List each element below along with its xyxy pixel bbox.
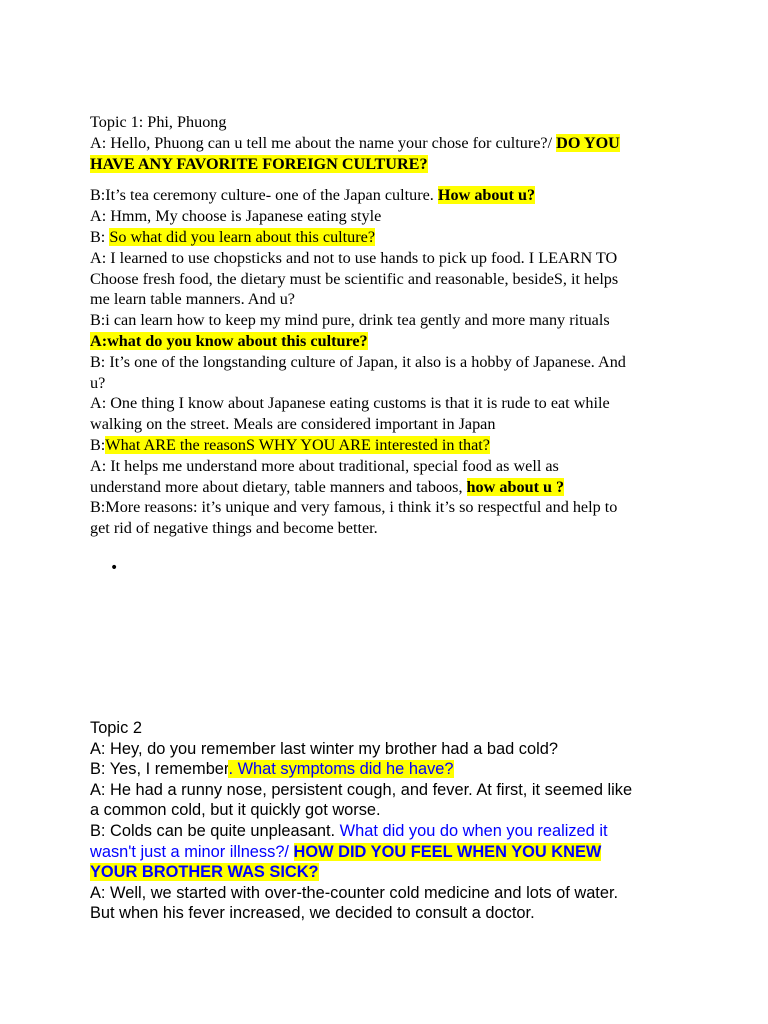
highlighted-question: DO YOU <box>556 133 620 152</box>
topic-1-line: A: I learned to use chopsticks and not to use hands to pick up food. I LEARN TO <box>90 248 618 267</box>
topic-2-line: A: He had a runny nose, persistent cough, and fever. At first, it seemed like <box>90 780 633 799</box>
dialogue-text: A: Hello, Phuong can u tell me about the name your chose for culture?/ <box>90 133 557 152</box>
topic-1-line: A: It helps me understand more about traditional, special food as well as <box>90 456 559 475</box>
topic-2-line <box>90 842 632 863</box>
topic-2-line: A: Well, we started with over-the-counter cold medicine and lots of water. <box>90 883 619 902</box>
dialogue-text: B: Yes, I remember <box>90 760 229 779</box>
topic-1-line: A: One thing I know about Japanese eating customs is that it is rude to eat while <box>90 394 610 413</box>
dialogue-text: B: <box>90 227 110 246</box>
highlighted-question: how about u ? <box>466 477 565 496</box>
topic-1-line <box>90 477 626 498</box>
dialogue-text: B: <box>90 435 106 454</box>
topic-1-line <box>90 227 626 248</box>
topic-2-line: a common cold, but it quickly got worse. <box>90 801 381 820</box>
topic-1-line <box>90 133 626 154</box>
highlighted-question: A:what do you know about this culture? <box>90 331 368 350</box>
dialogue-text: understand more about dietary, table manners and taboos, <box>90 477 467 496</box>
topic-1-line: u? <box>90 373 106 392</box>
highlighted-question: What ARE the reasonS WHY YOU ARE interested in that? <box>105 435 490 454</box>
dialogue-text: B:It’s tea ceremony culture- one of the Japan culture. <box>90 186 438 205</box>
topic-2-line: A: Hey, do you remember last winter my brother had a bad cold? <box>90 739 558 758</box>
paragraph-gap <box>90 174 626 185</box>
blue-question: wasn't just a minor illness?/ <box>90 842 294 861</box>
topic-2-line: But when his fever increased, we decided to consult a doctor. <box>90 904 535 923</box>
topic-1-line: Choose fresh food, the dietary must be scientific and reasonable, besideS, it helps <box>90 269 619 288</box>
topic-1-line <box>90 435 626 456</box>
topic-2-title: Topic 2 <box>90 719 142 737</box>
topic-2-line <box>90 862 632 883</box>
topic-1-section <box>90 112 626 539</box>
blue-question: What did you do when you realized it <box>339 821 608 840</box>
highlighted-question: YOUR BROTHER WAS SICK? <box>90 863 319 882</box>
highlighted-question: How about u? <box>437 186 536 205</box>
topic-1-line: B: It’s one of the longstanding culture of Japan, it also is a hobby of Japanese. And <box>90 352 626 371</box>
highlighted-question: HOW DID YOU FEEL WHEN YOU KNEW <box>293 842 602 861</box>
highlighted-question: HAVE ANY FAVORITE FOREIGN CULTURE? <box>90 154 428 173</box>
highlighted-question: . What symptoms did he have? <box>228 760 454 779</box>
topic-1-line <box>90 154 626 175</box>
topic-1-line <box>90 331 626 352</box>
topic-1-line <box>90 185 626 206</box>
topic-1-title: Topic 1: Phi, Phuong <box>90 113 227 131</box>
bullet-point: • <box>110 560 119 576</box>
topic-1-line: walking on the street. Meals are considered important in Japan <box>90 415 496 434</box>
topic-1-line: B:i can learn how to keep my mind pure, drink tea gently and more many rituals <box>90 311 610 330</box>
topic-2-section <box>90 718 632 924</box>
topic-1-line: A: Hmm, My choose is Japanese eating style <box>90 207 382 226</box>
topic-1-line: B:More reasons: it’s unique and very famous, i think it’s so respectful and help to <box>90 498 618 517</box>
topic-2-line <box>90 821 632 842</box>
topic-2-line <box>90 759 632 780</box>
topic-1-line: me learn table manners. And u? <box>90 290 295 309</box>
topic-1-line: get rid of negative things and become better. <box>90 519 378 538</box>
dialogue-text: B: Colds can be quite unpleasant. <box>90 821 340 840</box>
highlighted-question: So what did you learn about this culture? <box>109 227 376 246</box>
